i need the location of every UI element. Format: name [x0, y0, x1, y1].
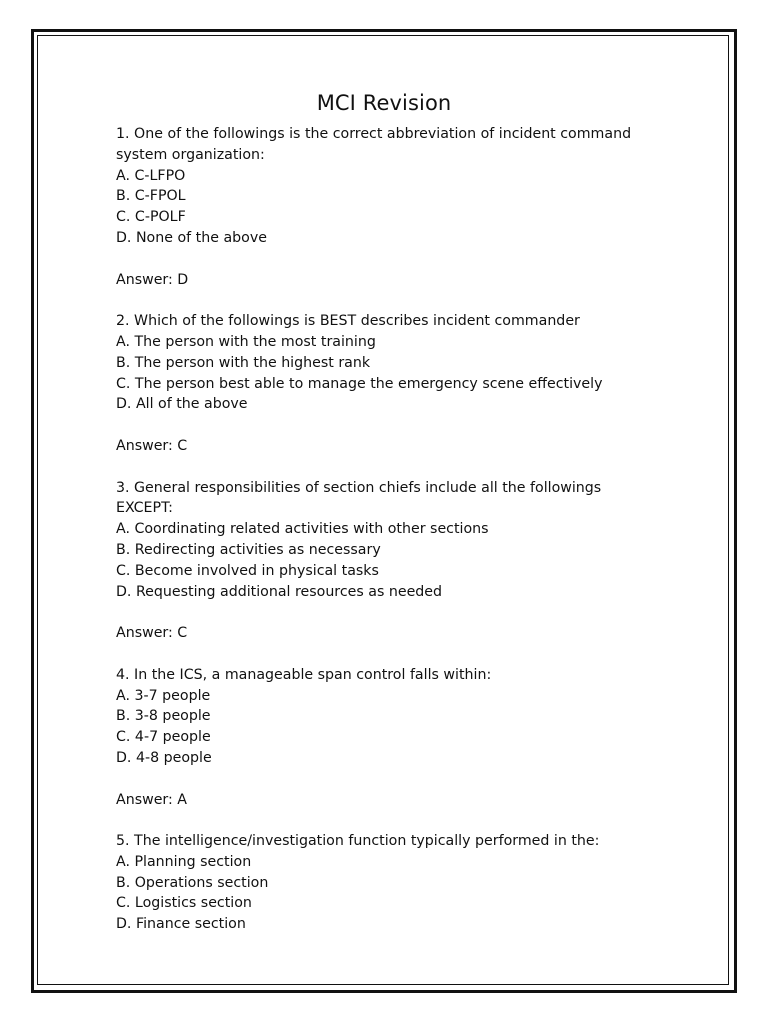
- question-1-stem-line-1: 1. One of the followings is the correct abbreviation of incident command: [116, 126, 632, 142]
- question-2-option-a: A. The person with the most training: [116, 333, 376, 350]
- question-5-option-b: B. Operations section: [116, 874, 269, 891]
- question-3-option-c: C. Become involved in physical tasks: [116, 562, 379, 579]
- question-5-option-a: A. Planning section: [116, 853, 252, 870]
- question-2-answer: Answer: C: [116, 437, 188, 454]
- question-1-option-a: A. C-LFPO: [116, 167, 186, 184]
- question-2: [116, 311, 696, 477]
- question-5-option-d: D. Finance section: [116, 916, 246, 933]
- question-3-option-d: D. Requesting additional resources as needed: [116, 583, 443, 600]
- question-1: [116, 124, 696, 311]
- question-2-stem-line-1: 2. Which of the followings is BEST describes incident commander: [116, 313, 580, 330]
- spacer: [116, 769, 696, 790]
- question-4-option-d: D. 4-8 people: [116, 749, 212, 766]
- spacer: [116, 602, 696, 623]
- question-3-stem-line-1: 3. General responsibilities of section chiefs include all the followings: [116, 479, 602, 496]
- question-4-option-a: A. 3-7 people: [116, 687, 211, 704]
- question-list: [116, 124, 696, 935]
- spacer: [116, 249, 696, 270]
- question-5-option-c: C. Logistics section: [116, 895, 252, 912]
- question-3: [116, 478, 696, 665]
- question-4-answer: Answer: A: [116, 791, 187, 808]
- question-1-option-d: D. None of the above: [116, 229, 267, 246]
- question-1-answer: Answer: D: [116, 271, 189, 288]
- question-3-option-b: B. Redirecting activities as necessary: [116, 541, 381, 558]
- spacer: [116, 415, 696, 436]
- question-2-option-b: B. The person with the highest rank: [116, 354, 371, 371]
- question-5-stem-line-1: 5. The intelligence/investigation function typically performed in the:: [116, 833, 600, 850]
- spacer: [116, 644, 696, 665]
- spacer: [116, 290, 696, 311]
- page-title: MCI Revision: [316, 91, 452, 115]
- question-3-answer: Answer: C: [116, 625, 188, 642]
- question-5: [116, 831, 696, 935]
- spacer: [116, 457, 696, 478]
- question-1-stem-line-2: system organization:: [116, 146, 265, 163]
- question-1-option-b: B. C-FPOL: [116, 188, 186, 205]
- question-4-option-b: B. 3-8 people: [116, 708, 211, 725]
- question-4-option-c: C. 4-7 people: [116, 729, 211, 746]
- question-1-option-c: C. C-POLF: [116, 209, 186, 226]
- question-3-stem-line-2: EXCEPT:: [116, 500, 173, 517]
- question-4: [116, 665, 696, 831]
- question-2-option-d: D. All of the above: [116, 396, 248, 413]
- question-4-stem-line-1: 4. In the ICS, a manageable span control falls within:: [116, 666, 492, 683]
- question-2-option-c: C. The person best able to manage the emergency scene effectively: [116, 375, 603, 392]
- spacer: [116, 810, 696, 831]
- question-3-option-a: A. Coordinating related activities with other sections: [116, 521, 489, 538]
